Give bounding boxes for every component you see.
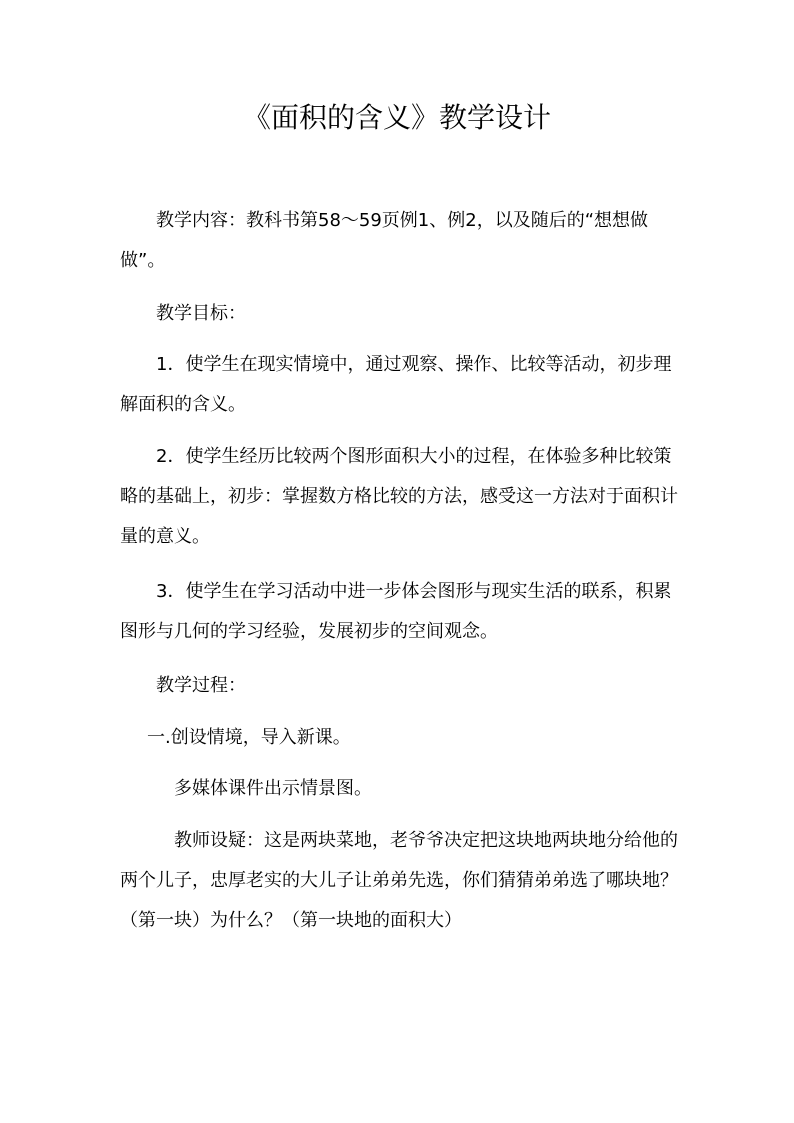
paragraph-goal-1: 1．使学生在现实情境中，通过观察、操作、比较等活动，初步理解面积的含义。 bbox=[120, 354, 672, 415]
paragraph-teaching-content: 教学内容：教科书第58～59页例1、例2，以及随后的“想想做做”。 bbox=[120, 210, 649, 271]
paragraph-teaching-goals-heading: 教学目标： bbox=[156, 303, 246, 324]
paragraph-goal-2: 2．使学生经历比较两个图形面积大小的过程，在体验多种比较策略的基础上，初步：掌握数方格比较的方法，感受这一方法对于面积计量的意义。 bbox=[120, 446, 678, 547]
paragraph-multimedia: 多媒体课件出示情景图。 bbox=[174, 778, 372, 799]
document-title: 《面积的含义》教学设计 bbox=[242, 101, 551, 134]
paragraph-section-1-heading: 一.创设情境，导入新课。 bbox=[147, 727, 351, 748]
paragraph-teacher-question: 教师设疑：这是两块菜地，老爷爷决定把这块地两块地分给他的两个儿子，忠厚老实的大儿子让弟弟先选，你们猜猜弟弟选了哪块地？（第一块）为什么？（第一块地的面积大） bbox=[120, 830, 678, 931]
paragraph-teaching-process-heading: 教学过程： bbox=[156, 675, 246, 696]
paragraph-goal-3: 3．使学生在学习活动中进一步体会图形与现实生活的联系，积累图形与几何的学习经验，发展初步的空间观念。 bbox=[120, 581, 672, 642]
